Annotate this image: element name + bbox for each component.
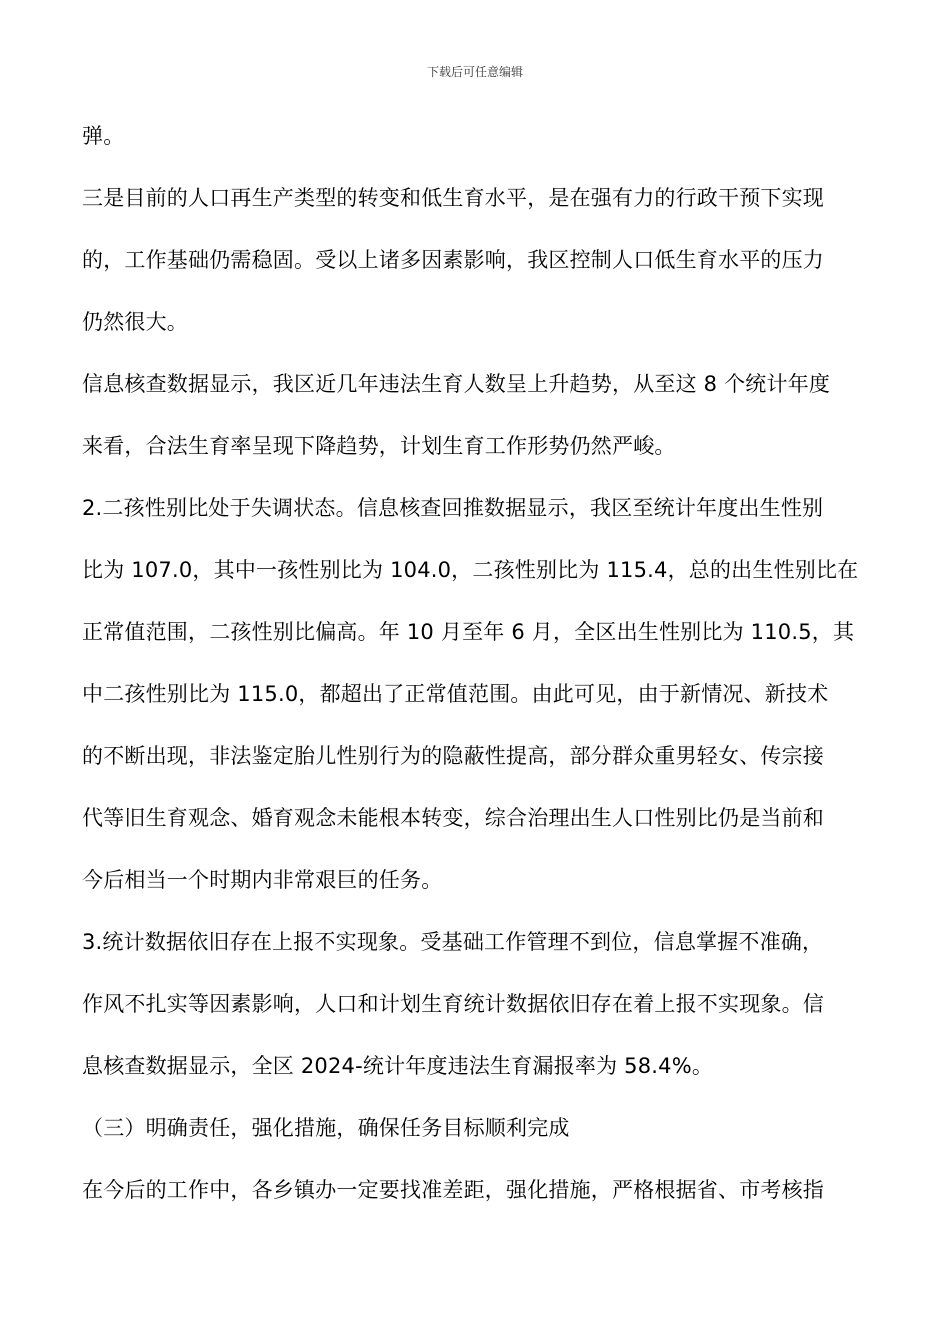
text-line: 息核查数据显示，全区 2024-统计年度违法生育漏报率为 58.4%。 — [82, 1054, 714, 1078]
text-line: 的，工作基础仍需稳固。受以上诸多因素影响，我区控制人口低生育水平的压力 — [82, 248, 824, 272]
text-line: 今后相当一个时期内非常艰巨的任务。 — [82, 868, 443, 892]
text-line: 信息核查数据显示，我区近几年违法生育人数呈上升趋势，从至这 8 个统计年度 — [82, 372, 831, 396]
text-line: 代等旧生育观念、婚育观念未能根本转变，综合治理出生人口性别比仍是当前和 — [82, 806, 824, 830]
text-line: 正常值范围，二孩性别比偏高。年 10 月至年 6 月，全区出生性别比为 110.5，其 — [82, 620, 855, 644]
text-line: 作风不扎实等因素影响，人口和计划生育统计数据依旧存在着上报不实现象。信 — [82, 992, 824, 1016]
document-body — [82, 116, 872, 1232]
text-line: 在今后的工作中，各乡镇办一定要找准差距，强化措施，严格根据省、市考核指 — [82, 1178, 824, 1202]
text-line: 2.二孩性别比处于失调状态。信息核查回推数据显示，我区至统计年度出生性别 — [82, 496, 824, 520]
text-line: 弹。 — [82, 124, 125, 148]
text-line: 三是目前的人口再生产类型的转变和低生育水平，是在强有力的行政干预下实现 — [82, 186, 824, 210]
text-line: 中二孩性别比为 115.0，都超出了正常值范围。由此可见，由于新情况、新技术 — [82, 682, 829, 706]
text-line: 3.统计数据依旧存在上报不实现象。受基础工作管理不到位，信息掌握不准确， — [82, 930, 824, 954]
text-line: 仍然很大。 — [82, 310, 188, 334]
text-line: 来看，合法生育率呈现下降趋势，计划生育工作形势仍然严峻。 — [82, 434, 676, 458]
text-line: 的不断出现，非法鉴定胎儿性别行为的隐蔽性提高，部分群众重男轻女、传宗接 — [82, 744, 824, 768]
section-heading: （三）明确责任，强化措施，确保任务目标顺利完成 — [82, 1116, 570, 1140]
page-header: 下载后可任意编辑 — [426, 65, 523, 79]
text-line: 比为 107.0，其中一孩性别比为 104.0，二孩性别比为 115.4，总的出生性别比在 — [82, 558, 859, 582]
